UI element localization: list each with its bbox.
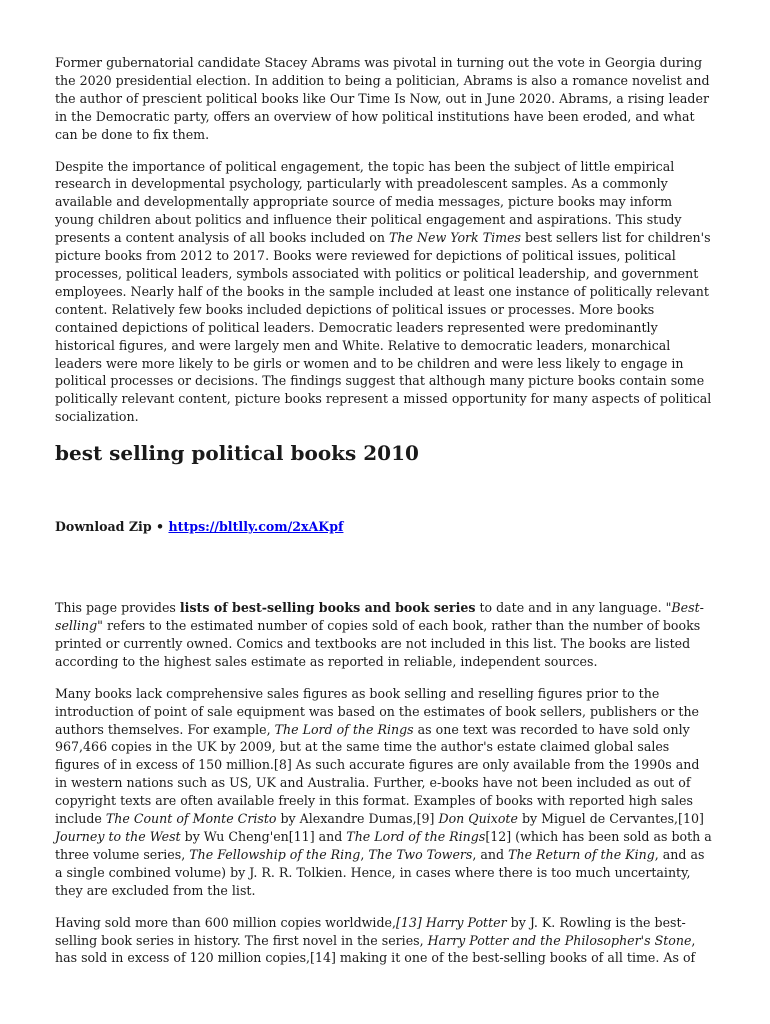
sales-text-7: ,	[360, 846, 369, 862]
potter-paragraph	[55, 914, 715, 968]
potter-italic-1: [13] Harry Potter	[395, 914, 507, 930]
sales-paragraph	[55, 685, 715, 900]
potter-text-2: by J. K. Rowling is the best-selling book series in history. The first novel in the series,	[55, 914, 686, 948]
sales-italic-1: The Lord of the Rings	[274, 721, 414, 737]
intro-paragraph: Former gubernatorial candidate Stacey Abrams was pivotal in turning out the vote in Georgia during the 2020 presidential election. In addition to being a politician, Abrams is also a romance novelist and the author of prescient political books like Our Time Is Now, out in June 2020. Abrams, a rising leader in the Democratic party, offers an overview of how political institutions have been eroded, and what can be done to fix them.	[55, 55, 710, 142]
study-text-2: best sellers list for children's picture books from 2012 to 2017. Books were reviewed for depictions of political issues, political processes, political leaders, symbols associated with politics or political leadership, and government employees. Nearly half of the books in the sample included at least one instance of politically relevant content. Relatively few books included depictions of political issues or processes. More books contained depictions of political leaders. Democratic leaders represented were predominantly historical figures, and were largely men and White. Relative to democratic leaders, monarchical leaders were more likely to be girls or women and to be children and were less likely to engage in political processes or decisions. The findings suggest that although many picture books contain some politically relevant content, picture books represent a missed opportunity for many aspects of political socialization.	[55, 230, 712, 425]
sales-text-9: , and as a single combined volume) by J. R. R. Tolkien. Hence, in cases where there is too much uncertainty, they are excluded from the list.	[55, 846, 705, 898]
lists-text-3: " refers to the estimated number of copies sold of each book, rather than the number of books printed or currently owned. Comics and textbooks are not included in this list. The books are listed according to the highest sales estimate as reported in reliable, independent sources.	[55, 618, 701, 669]
sales-italic-8: The Return of the King	[508, 846, 655, 862]
lists-text-1: This page provides	[55, 600, 180, 616]
download-link[interactable]: https://bltlly.com/2xAKpf	[168, 519, 344, 535]
download-label: Download Zip •	[55, 519, 165, 535]
sales-text-1: Many books lack comprehensive sales figures as book selling and reselling figures prior to the introduction of point of sale equipment was based on the estimates of book sellers, publishers or the authors themselves. For example,	[55, 685, 700, 737]
study-text-1: Despite the importance of political engagement, the topic has been the subject of little empirical research in developmental psychology, particularly with preadolescent samples. As a commonly available and developmentally appropriate source of media messages, picture books may inform young children about politics and influence their political engagement and aspirations. This study presents a content analysis of all books included on	[55, 158, 682, 246]
sales-italic-2: The Count of Monte Cristo	[105, 811, 277, 827]
lists-paragraph	[55, 599, 715, 671]
sales-text-8: , and	[472, 846, 509, 862]
sales-text-6: [12] (which has been sold as both a three volume series,	[55, 829, 712, 862]
sales-italic-6: The Fellowship of the Ring	[189, 846, 361, 862]
sales-italic-5: The Lord of the Rings	[346, 829, 486, 844]
lists-text-2: to date and in any language. "	[475, 600, 672, 616]
potter-italic-2: Harry Potter and the Philosopher's Stone	[427, 932, 692, 948]
sales-italic-7: The Two Towers	[368, 846, 473, 862]
sales-text-2: as one text was recorded to have sold only 967,466 copies in the UK by 2009, but at the same time the author's estate claimed global sales figures of in excess of 150 million.[8] As such accurate figures are only available from the 1990s and in western nations such as US, UK and Australia. Further, e-books have not been included as out of copyright texts are often available freely in this format. Examples of books with reported high sales include	[55, 721, 700, 827]
sales-text-5: by Wu Cheng'en[11] and	[180, 829, 347, 844]
sales-text-3: by Alexandre Dumas,[9]	[276, 811, 439, 827]
page-heading: best selling political books 2010	[55, 441, 419, 466]
download-line	[55, 518, 715, 536]
lists-italic: Best-selling	[55, 600, 704, 634]
sales-italic-3: Don Quixote	[438, 811, 518, 827]
lists-bold: lists of best-selling books and book series	[179, 600, 476, 616]
potter-text-3: , has sold in excess of 120 million copies,[14] making it one of the best-selling books of all time. As of	[55, 932, 696, 966]
potter-text-1: Having sold more than 600 million copies worldwide,	[55, 914, 396, 930]
study-nyt-title: The New York Times	[389, 230, 521, 246]
document-page	[55, 54, 715, 967]
sales-italic-4: Journey to the West	[55, 829, 181, 844]
study-paragraph	[55, 158, 715, 427]
sales-text-4: by Miguel de Cervantes,[10]	[517, 811, 704, 827]
